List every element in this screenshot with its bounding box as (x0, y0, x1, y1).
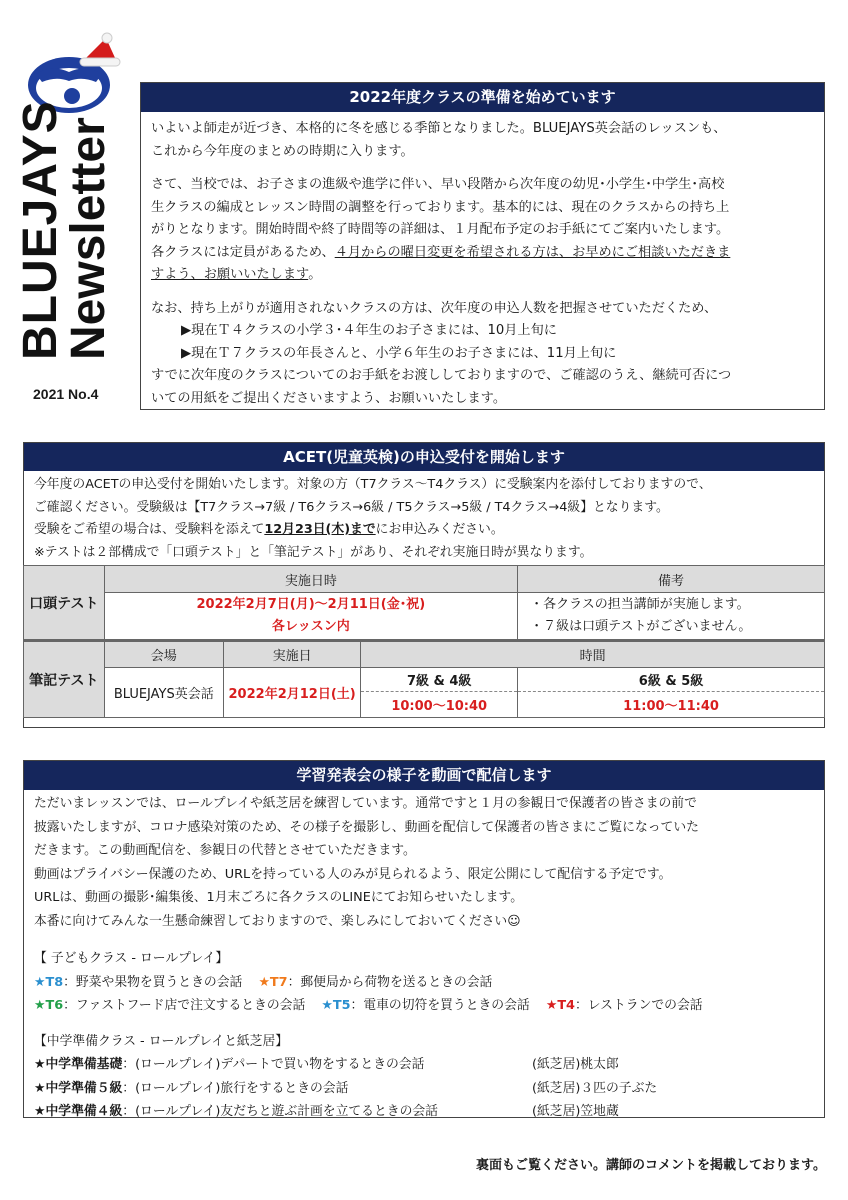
roleplay-topic: ：(ロールプレイ)旅行をするときの会話 (122, 1080, 349, 1096)
section-header: 学習発表会の様子を動画で配信します (24, 761, 824, 790)
section-video (23, 760, 825, 1118)
paragraph-line: 披露いたしますが、コロナ感染対策のため、その様子を撮影し、動画を配信して保護者の皆さまにご覧になっていた (34, 819, 699, 835)
note: ・各クラスの担当講師が実施します。 (530, 597, 750, 612)
junior-class-header: 【中学準備クラス - ロールプレイと紙芝居】 (34, 1033, 289, 1049)
star-icon: ★ (258, 974, 270, 990)
text: 各クラスには定員があるため、 (151, 244, 335, 260)
section-class-prep (140, 82, 825, 410)
oral-test-dates (104, 593, 517, 641)
kids-line (34, 971, 824, 995)
column-header: 実施日 (223, 641, 360, 668)
class-name: T6 (45, 998, 64, 1013)
written-test-date: 2022年2月12日(土) (223, 668, 360, 718)
star-icon: ★ (34, 998, 46, 1013)
underlined-text: すよう、お願いいたします (151, 267, 309, 282)
kamishibai-title: (紙芝居)桃太郎 (532, 1057, 619, 1072)
junior-line (34, 1053, 824, 1077)
bullet-line: ▶現在Ｔ７クラスの年長さんと、小学６年生のお子さまには、11月上旬に (181, 345, 617, 361)
paragraph-line (151, 242, 824, 265)
bullet-line: ▶現在Ｔ４クラスの小学３･４年生のお子さまには、10月上旬に (181, 323, 557, 338)
paragraph-line: ただいまレッスンでは、ロールプレイや紙芝居を練習しています。通常ですと１月の参観日で保護者の皆さまの前で (34, 796, 697, 811)
junior-class-name: ★中学準備４級 (34, 1104, 123, 1119)
paragraph-line: 生クラスの編成とレッスン時間の調整を行っております。基本的には、現在のクラスからの持ち上 (151, 199, 730, 215)
roleplay-topic: ：(ロールプレイ)友だちと遊ぶ計画を立てるときの会話 (122, 1104, 438, 1119)
paragraph-line: だきます。この動画配信を、参観日の代替とさせていただきます。 (34, 843, 416, 858)
column-header: 備考 (518, 566, 825, 593)
date-detail: 各レッスン内 (271, 619, 350, 634)
text: 受験をご希望の場合は、受験料を添えて (34, 522, 265, 537)
class-name: T4 (557, 998, 575, 1013)
star-icon: ★ (545, 998, 558, 1013)
paragraph-line: いよいよ師走が近づき、本格的に冬を感じる季節となりました。BLUEJAYS英会話のレッスンも、 (151, 121, 727, 136)
paragraph-line: 動画はプライバシー保護のため、URLを持っている人のみが見られるよう、限定公開にして配信する予定です。 (34, 866, 672, 882)
paragraph-line: すでに次年度のクラスについてのお手紙をお渡ししておりますので、ご確認のうえ、継続可否につ (151, 368, 732, 383)
kamishibai-title: (紙芝居)笠地蔵 (532, 1104, 619, 1119)
venue: BLUEJAYS英会話 (104, 668, 223, 718)
class-topic: ：レストランでの会話 (574, 998, 703, 1013)
star-icon: ★ (34, 974, 46, 990)
test-schedule-table (23, 565, 825, 718)
class-topic: ：電車の切符を買うときの会話 (350, 998, 530, 1013)
paragraph-line: ご確認ください。受験級は【T7クラス→7級 / T6クラス→6級 / T5クラス→5級 / T4クラス→4級】となります。 (34, 499, 669, 515)
time-slot: 11:00～11:40 (518, 692, 825, 718)
paragraph-line: ※テストは２部構成で「口頭テスト」と「筆記テスト」があり、それぞれ実施日時が異なります。 (34, 544, 593, 560)
class-name: T7 (269, 974, 288, 990)
class-topic: ：郵便局から荷物を送るときの会話 (287, 974, 493, 990)
class-name: T8 (45, 974, 64, 990)
junior-class-name: ★中学準備５級 (34, 1080, 123, 1096)
column-header: 会場 (104, 641, 223, 668)
junior-line (34, 1100, 824, 1124)
column-header: 時間 (361, 641, 825, 668)
newsletter-title: Newsletter (62, 117, 115, 360)
paragraph-line (34, 519, 824, 542)
junior-class-name: ★中学準備基礎 (34, 1057, 123, 1072)
class-topic: ：野菜や果物を買うときの会話 (63, 974, 243, 990)
paragraph-line: 今年度のACETの申込受付を開始いたします。対象の方（T7クラス～T4クラス）に受験案内を添付しておりますので、 (34, 477, 712, 492)
section-header: 2022年度クラスの準備を始めています (141, 83, 824, 112)
paragraph-line: URLは、動画の撮影･編集後、1月末ごろに各クラスのLINEにてお知らせいたします。 (34, 890, 523, 905)
class-name: T5 (332, 998, 351, 1013)
footer-note: 裏面もご覧ください。講師のコメントを掲載しております。 (476, 1158, 826, 1173)
underlined-text: ４月からの曜日変更を希望される方は、お早めにご相談いただきま (334, 244, 731, 260)
time-slot: 10:00～10:40 (361, 692, 518, 718)
grade-group: 6級 & 5級 (518, 668, 825, 692)
brand-name: BLUEJAYS (14, 100, 67, 360)
class-topic: ：ファストフード店で注文するときの会話 (63, 998, 306, 1013)
section-header: ACET(児童英検)の申込受付を開始します (24, 443, 824, 471)
section-acet (23, 442, 825, 728)
text: 。 (308, 267, 322, 282)
note: ・７級は口頭テストがございません。 (530, 619, 752, 634)
text: にお申込みください。 (375, 522, 504, 537)
roleplay-topic: ：(ロールプレイ)デパートで買い物をするときの会話 (122, 1057, 425, 1072)
paragraph-line: さて、当校では、お子さまの進級や進学に伴い、早い段階から次年度の幼児･小学生･中学生･高校 (151, 177, 725, 192)
kids-line (34, 994, 824, 1018)
oral-test-label: 口頭テスト (24, 566, 105, 641)
star-icon: ★ (321, 998, 333, 1013)
paragraph-line: これから今年度のまとめの時期に入ります。 (151, 143, 414, 159)
date-range: 2022年2月7日(月)～2月11日(金･祝) (196, 597, 426, 612)
paragraph-line: 本番に向けてみんな一生懸命練習しておりますので、楽しみにしておいてください☺ (34, 913, 521, 929)
kamishibai-title: (紙芝居)３匹の子ぶた (532, 1080, 658, 1096)
deadline: 12月23日(木)まで (264, 522, 376, 537)
junior-line (34, 1077, 824, 1101)
written-test-label: 筆記テスト (24, 641, 105, 718)
oral-test-notes (518, 593, 825, 641)
paragraph-line: いての用紙をご提出くださいますよう、お願いいたします。 (151, 390, 507, 406)
grade-group: 7級 & 4級 (361, 668, 518, 692)
paragraph-line (151, 264, 824, 287)
paragraph-line: なお、持ち上がりが適用されないクラスの方は、次年度の申込人数を把握させていただくため、 (151, 300, 718, 316)
column-header: 実施日時 (104, 566, 517, 593)
paragraph-line: がりとなります。開始時間や終了時間等の詳細は、１月配布予定のお手紙にてご案内いたします。 (151, 222, 730, 237)
kids-class-header: 【 子どもクラス - ロールプレイ】 (34, 951, 229, 966)
issue-number: 2021 No.4 (33, 386, 99, 402)
